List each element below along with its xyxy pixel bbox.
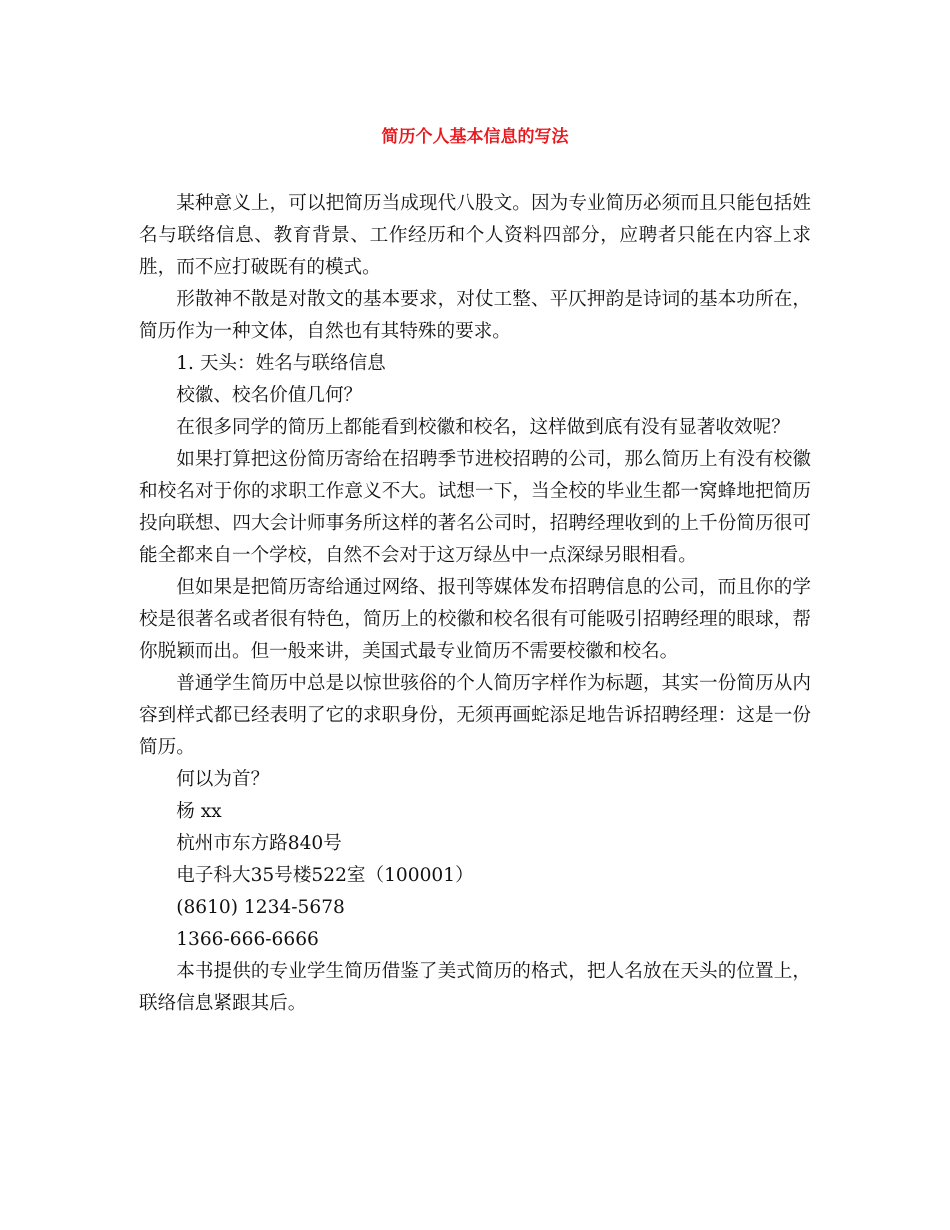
paragraph: 本书提供的专业学生简历借鉴了美式简历的格式，把人名放在天头的位置上，联络信息紧跟其后。 bbox=[139, 961, 811, 1014]
subheading: 何以为首？ bbox=[176, 769, 270, 790]
paragraph: 但如果是把简历寄给通过网络、报刊等媒体发布招聘信息的公司，而且你的学校是很著名或者很有特色，简历上的校徽和校名很有可能吸引招聘经理的眼球，帮你脱颖而出。但一般来讲，美国式最专业简历不需要校徽和校名。 bbox=[139, 577, 811, 662]
paragraph: 在很多同学的简历上都能看到校徽和校名，这样做到底有没有显著收效呢？ bbox=[176, 417, 790, 438]
paragraph: 形散神不散是对散文的基本要求，对仗工整、平仄押韵是诗词的基本功所在，简历作为一种文体，自然也有其特殊的要求。 bbox=[139, 289, 811, 342]
example-name: 杨 xx bbox=[176, 801, 222, 822]
example-mobile: 1366-666-6666 bbox=[176, 929, 319, 950]
paragraph: 如果打算把这份简历寄给在招聘季节进校招聘的公司，那么简历上有没有校徽和校名对于你的求职工作意义不大。试想一下，当全校的毕业生都一窝蜂地把简历投向联想、四大会计师事务所这样的著名公司时，招聘经理收到的上千份简历很可能全都来自一个学校，自然不会对于这万绿丛中一点深绿另眼相看。 bbox=[139, 449, 811, 566]
example-address: 杭州市东方路840号 bbox=[176, 833, 342, 854]
document-title: 简历个人基本信息的写法 bbox=[381, 127, 569, 147]
document-body bbox=[139, 188, 811, 1020]
example-address: 电子科大35号楼522室（100001） bbox=[176, 865, 474, 886]
paragraph: 普通学生简历中总是以惊世骇俗的个人简历字样作为标题，其实一份简历从内容到样式都已经表明了它的求职身份，无须再画蛇添足地告诉招聘经理：这是一份简历。 bbox=[139, 673, 811, 758]
section-heading: 1. 天头：姓名与联络信息 bbox=[176, 353, 386, 374]
example-phone: (8610) 1234-5678 bbox=[176, 897, 345, 918]
subheading: 校徽、校名价值几何？ bbox=[176, 385, 363, 406]
paragraph: 某种意义上，可以把简历当成现代八股文。因为专业简历必须而且只能包括姓名与联络信息、教育背景、工作经历和个人资料四部分，应聘者只能在内容上求胜，而不应打破既有的模式。 bbox=[139, 193, 811, 278]
